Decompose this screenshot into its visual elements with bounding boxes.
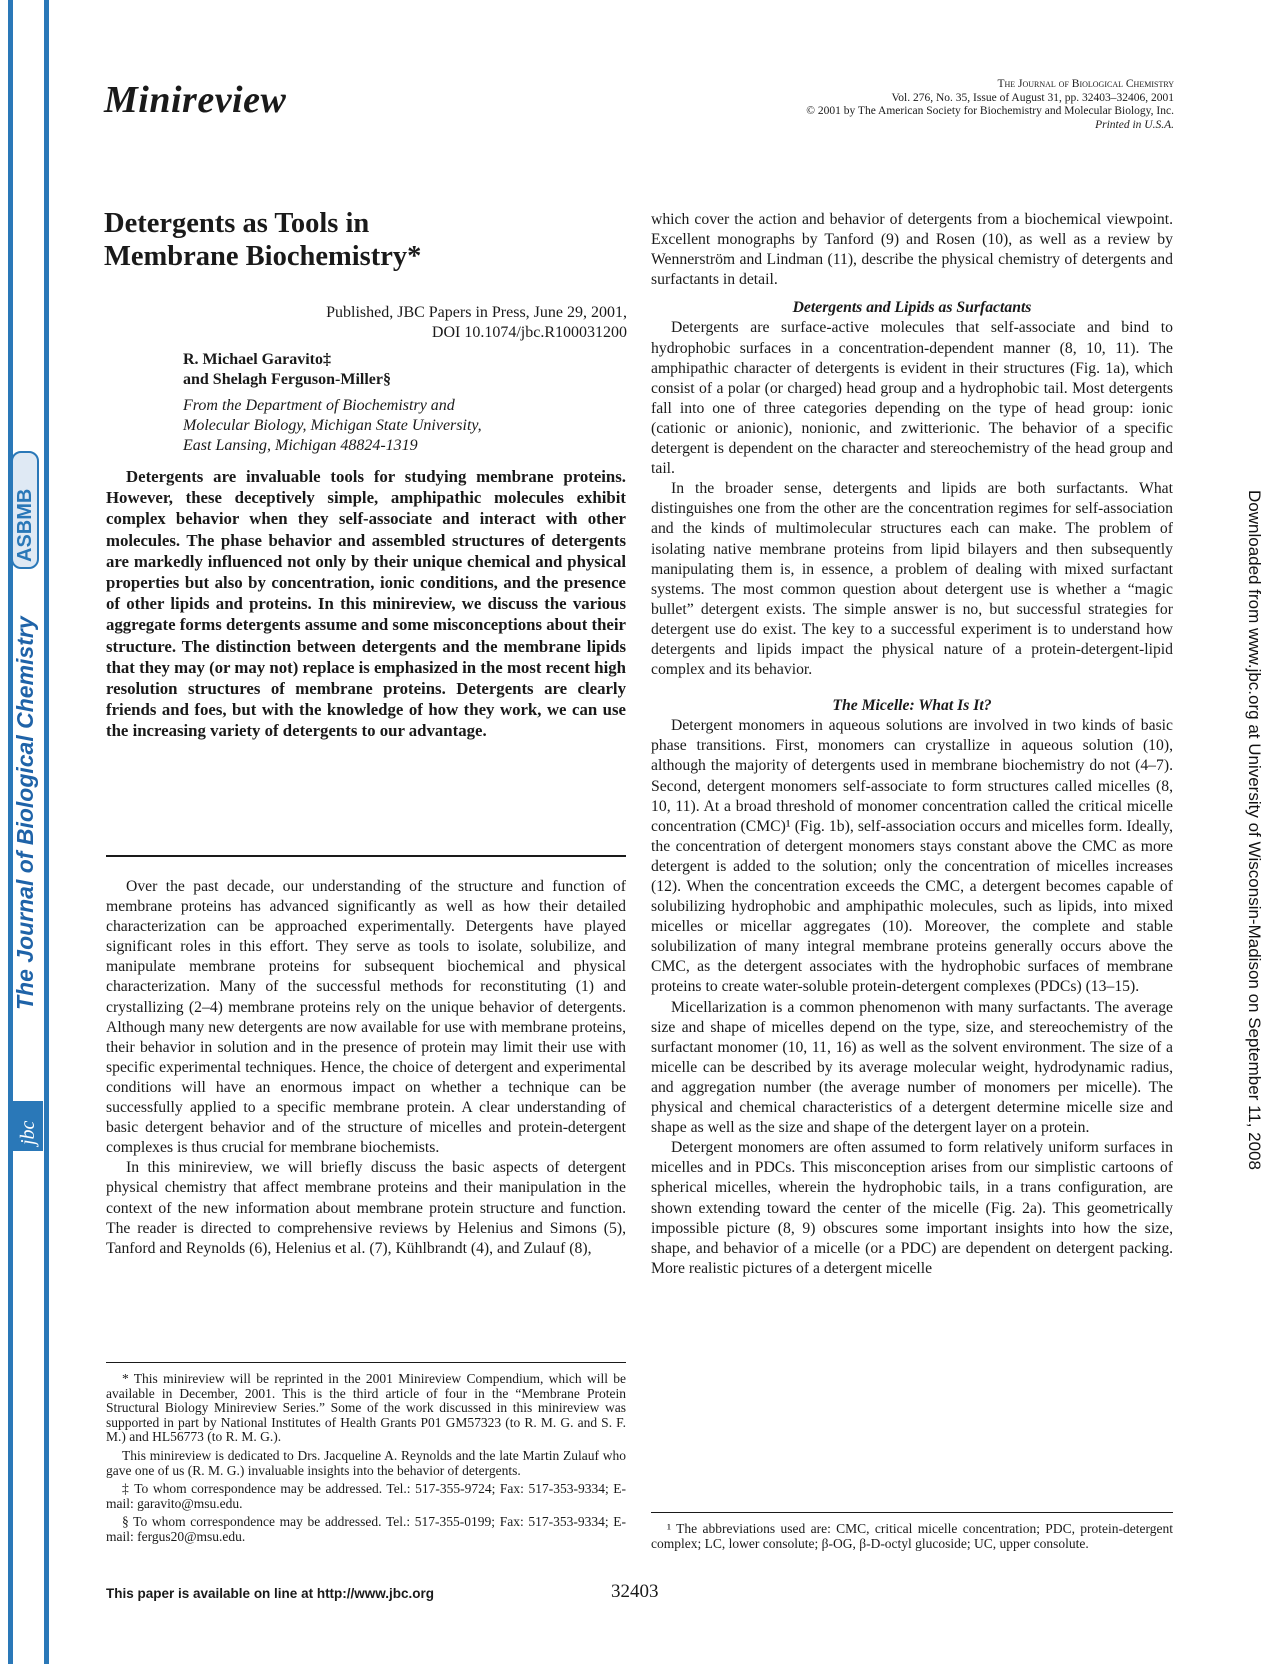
paragraph: Detergent monomers are often assumed to form relatively uniform surfaces in micelles and in PDCs. This misconception arises from our simplistic cartoons of spherical micelles, wherein the hydrophobic tails, in a trans configuration, are shown extending toward the center of the micelle (Fig. 2a). This geometrically impossible picture (8, 9) obscures some important insights into how the size, shape, and behavior of a micelle (or a PDC) are dependent on detergent packing. More realistic pictures of a detergent micelle xyxy=(651,1139,1173,1277)
doi: DOI 10.1074/jbc.R100031200 xyxy=(431,324,627,341)
paragraph: which cover the action and behavior of detergents from a biochemical viewpoint. Excellent monographs by Tanford (9) and Rosen (10), as well as a review by Wennerström and Lindman (11), describe the physical chemistry of detergents and surfactants in detail. xyxy=(651,211,1173,289)
title-line-1: Detergents as Tools in xyxy=(104,208,370,239)
article-title xyxy=(104,207,584,273)
author-2: and Shelagh Ferguson-Miller§ xyxy=(183,371,392,388)
paragraph: Micellarization is a common phenomenon with many surfactants. The average size and shape of micelles depend on the type, size, and stereochemistry of the surfactant monomer (10, 11, 16) as well as the solvent environment. The size of a micelle can be described by its average molecular weight, hydrodynamic radius, and aggregation number (the average number of monomers per micelle). The physical and chemical characteristics of a detergent determine micelle size and shape as well as the size and shape of the detergent layer on a protein. xyxy=(651,998,1173,1137)
footnote-divider-left xyxy=(106,1362,626,1363)
volume-info: Vol. 276, No. 35, Issue of August 31, pp. 32403–32406, 2001 xyxy=(891,91,1174,104)
title-line-2: Membrane Biochemistry* xyxy=(104,241,422,272)
jbc-logo-text: jbc xyxy=(17,1120,39,1145)
section-heading: Detergents and Lipids as Surfactants xyxy=(792,299,1032,317)
section-heading: The Micelle: What Is It? xyxy=(832,697,992,715)
page-number: 32403 xyxy=(611,1581,659,1602)
body-column-right xyxy=(651,210,1173,1279)
publication-info xyxy=(230,303,627,343)
affiliation-line-1: From the Department of Biochemistry and xyxy=(183,397,455,414)
asbmb-logo-text: ASBMB xyxy=(14,488,36,562)
journal-logo-vertical xyxy=(8,616,42,1010)
copyright: © 2001 by The American Society for Biochemistry and Molecular Biology, Inc. xyxy=(806,105,1174,117)
asbmb-logo xyxy=(10,450,40,570)
jbc-logo xyxy=(10,1100,44,1152)
printed-in: Printed in U.S.A. xyxy=(1095,118,1174,131)
footnote: § To whom correspondence may be addressed. Tel.: 517-355-0199; Fax: 517-353-9334; E-mail: fergus20@msu.edu. xyxy=(106,1514,626,1544)
footnote: ¹ The abbreviations used are: CMC, critical micelle concentration; PDC, protein-detergent complex; LC, lower consolute; β-OG, β-D-octyl glucoside; UC, upper consolute. xyxy=(651,1521,1173,1551)
authors xyxy=(183,350,613,390)
footnote: This minireview is dedicated to Drs. Jacqueline A. Reynolds and the late Martin Zulauf who gave one of us (R. M. G.) invaluable insights into the behavior of detergents. xyxy=(106,1447,626,1478)
footnote: * This minireview will be reprinted in the 2001 Minireview Compendium, which will be available in December, 2001. This is the third article of four in the “Membrane Protein Structural Biology Minireview Series.” Some of the work discussed in this minireview was supported in part by National Institutes of Health Grants P01 GM57323 (to R. M. G. and S. F. M.) and HL56773 (to R. M. G.). xyxy=(106,1371,626,1445)
paragraph: Over the past decade, our understanding of the structure and function of membrane proteins has advanced significantly as well as how their detailed characterization can be approached experimentally. Detergents have played significant roles in this effort. They serve as tools to isolate, solubilize, and manipulate membrane proteins for subsequent biochemical and physical characterization. Many of the successful methods for reconstituting (1) and crystallizing (2–4) membrane proteins rely on the unique behavior of detergents. Although many new detergents are now available for use with membrane proteins, their behavior in solution and in the presence of protein may limit their use with specific experimental techniques. Hence, the choice of detergent and experimental conditions will have an enormous impact on whether a technique can be successfully applied to a specific membrane protein. A clear understanding of basic detergent behavior and of the structure of micelles and protein-detergent complexes is thus crucial for membrane biochemists. xyxy=(106,878,626,1157)
section-label: Minireview xyxy=(104,79,287,121)
published-date: Published, JBC Papers in Press, June 29, 2001, xyxy=(326,304,627,321)
journal-logo-text: The Journal of Biological Chemistry xyxy=(11,616,38,1010)
availability-note: This paper is available on line at http://www.jbc.org xyxy=(106,1586,435,1601)
paragraph: Detergents are surface-active molecules that self-associate and bind to hydrophobic surfaces in a concentration-dependent manner (8, 10, 11). The amphipathic character of detergents is evident in their structures (Fig. 1a), which consist of a polar (or charged) head group and a hydrophobic tail. Most detergents fall into one of three categories depending on the type of head group: ionic (cationic or anionic), nonionic, and zwitterionic. The behavior of a specific detergent is dependent on the character and stereochemistry of the head group and tail. xyxy=(651,319,1173,478)
footnotes-left xyxy=(106,1372,626,1549)
abstract: Detergents are invaluable tools for studying membrane proteins. However, these deceptively simple, amphipathic molecules exhibit complex behavior when they self-associate and interact with other molecules. The phase behavior and assembled structures of detergents are markedly influenced not only by their unique chemical and physical properties but also by concentration, ionic conditions, and the presence of other lipids and proteins. In this minireview, we discuss the various aggregate forms detergents assume and some misconceptions about their structure. The distinction between detergents and the membrane lipids that they may (or may not) replace is emphasized in the most recent high resolution structures of membrane proteins. Detergents are clearly friends and foes, but with the knowledge of how they work, we can use the increasing variety of detergents to our advantage. xyxy=(106,467,626,741)
abstract-divider xyxy=(106,855,626,857)
journal-name: The Journal of Biological Chemistry xyxy=(997,78,1174,90)
download-notice-text: Downloaded from www.jbc.org at University of Wisconsin-Madison on September 11, 2008 xyxy=(1245,490,1264,1170)
affiliation-line-3: East Lansing, Michigan 48824-1319 xyxy=(183,437,418,454)
download-notice xyxy=(1234,490,1270,1170)
affiliation-line-2: Molecular Biology, Michigan State University, xyxy=(183,417,482,434)
footnote-divider-right xyxy=(651,1512,1173,1513)
paragraph: Detergent monomers in aqueous solutions are involved in two kinds of basic phase transitions. First, monomers can crystallize in aqueous solution (10), although the majority of detergents used in membrane biochemistry do not (4–7). Second, detergent monomers self-associate to form structures called micelles (8, 10, 11). At a broad threshold of monomer concentration called the critical micelle concentration (CMC)¹ (Fig. 1b), self-association occurs and micelles form. Ideally, the concentration of detergent monomers stays constant above the CMC as more detergent is added to the solution; only the concentration of micelles increases (12). When the concentration exceeds the CMC, a detergent becomes capable of solubilizing hydrophobic and amphipathic molecules, such as lipids, into mixed micelles or micellar aggregates (10). Moreover, the complete and stable solubilization of many integral membrane proteins generally occurs above the CMC, as the detergent associates with the hydrophobic surfaces of membrane proteins to create water-soluble protein-detergent complexes (PDCs) (13–15). xyxy=(651,717,1173,996)
journal-header xyxy=(654,78,1174,132)
paragraph: In this minireview, we will briefly discuss the basic aspects of detergent physical chemistry that affect membrane proteins and their manipulation in the context of the new information about membrane protein structure and function. The reader is directed to comprehensive reviews by Helenius and Simons (5), Tanford and Reynolds (6), Helenius et al. (7), Kühlbrandt (4), and Zulauf (8), xyxy=(106,1159,626,1257)
author-1: R. Michael Garavito‡ xyxy=(183,351,331,368)
footnotes-right xyxy=(651,1522,1173,1551)
margin-rule-right xyxy=(44,0,49,1664)
body-column-left xyxy=(106,877,626,1259)
affiliation xyxy=(183,396,613,456)
footnote: ‡ To whom correspondence may be addressed. Tel.: 517-355-9724; Fax: 517-353-9334; E-mail: garavito@msu.edu. xyxy=(106,1481,626,1511)
paragraph: In the broader sense, detergents and lipids are both surfactants. What distinguishes one from the other are the concentration regimes for self-association and the kinds of multimolecular structures each can make. The problem of isolating native membrane proteins from lipid bilayers and then subsequently manipulating them is, in essence, a problem of dealing with mixed surfactant systems. The most common question about detergent use is whether a “magic bullet” detergent exists. The simple answer is no, but successful strategies for detergent use do exist. The key to a successful experiment is to understand how detergents and lipids impact the physical nature of a protein-detergent-lipid complex and its behavior. xyxy=(651,480,1173,679)
